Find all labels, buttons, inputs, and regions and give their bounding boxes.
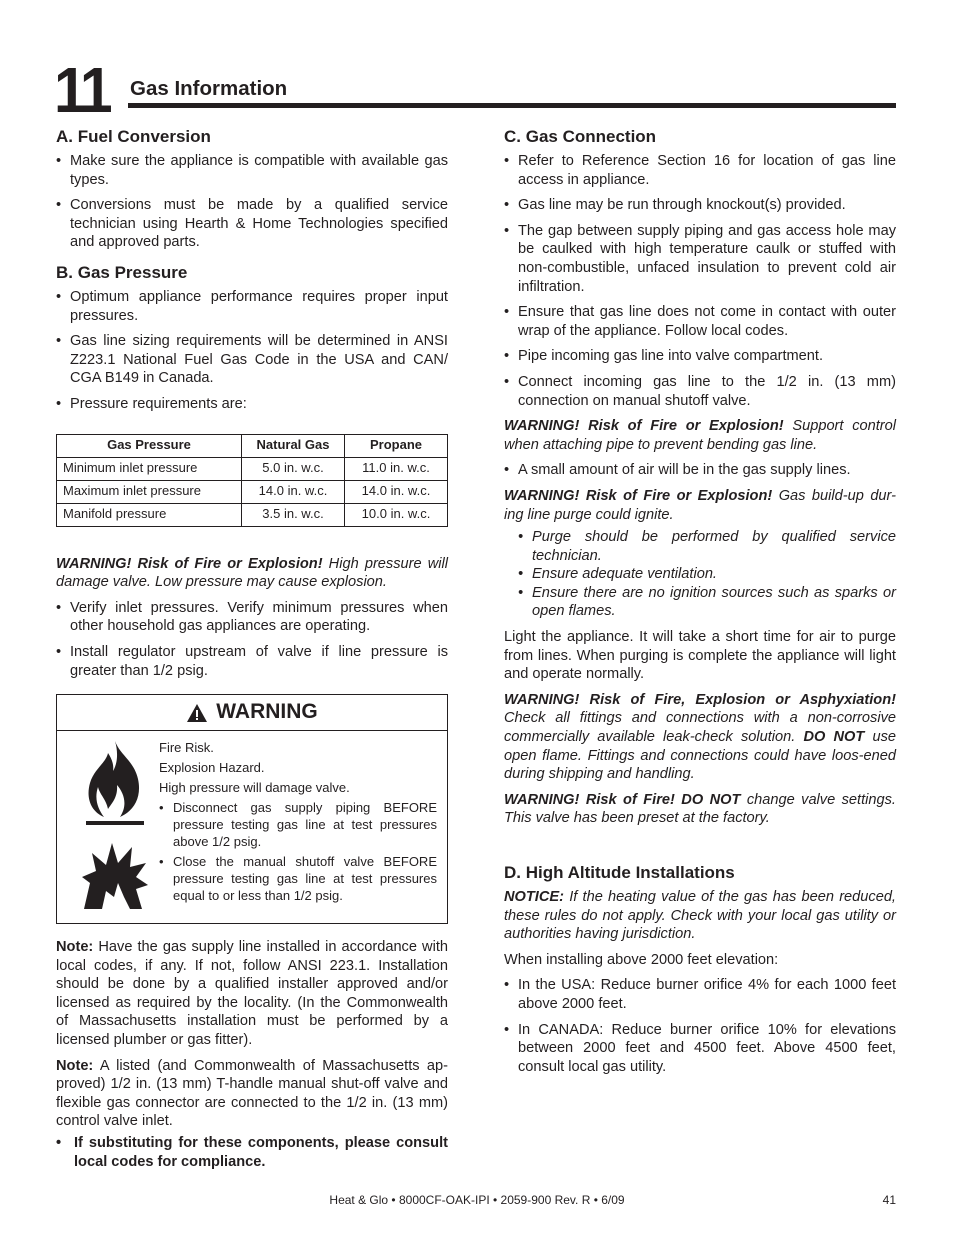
warning-lead: WARNING! Risk of Fire! DO NOT — [504, 791, 741, 808]
warning-icons — [71, 739, 159, 915]
notice-body: If the heating value of the gas has been reduced, these rules do not apply. Check with your local gas utility or authorities having jurisdiction. — [504, 889, 896, 943]
warning-lead: WARNING! Risk of Fire, Explosion or Asphyxiation! — [504, 691, 896, 708]
table-row — [57, 480, 448, 503]
list-item: • Pipe incoming gas line into valve compartment. — [504, 347, 896, 366]
list-item: • Disconnect gas supply piping BEFORE pressure testing gas line at test pressures above 1/2 psig. — [159, 799, 437, 850]
list-item: • Gas line sizing requirements will be determined in ANSI Z223.1 National Fuel Gas Code in the USA and CAN/ CGA B149 in Canada. — [56, 332, 448, 388]
footer-text: Heat & Glo • 8000CF-OAK-IPI • 2059-900 Rev. R • 6/09 — [329, 1193, 625, 1207]
list-item: • Pressure requirements are: — [56, 395, 448, 414]
warning-lead: WARNING! Risk of Fire or Explosion! — [504, 487, 773, 504]
list-item: • Install regulator upstream of valve if line pressure is greater than 1/2 psig. — [56, 643, 448, 680]
note-label: Note: — [56, 1057, 94, 1074]
page-number: 41 — [882, 1193, 896, 1207]
table-header: Propane — [345, 434, 448, 457]
list-item: • Optimum appliance performance requires proper input pressures. — [56, 288, 448, 325]
list-item: • The gap between supply piping and gas access hole may be caulked with high temperature caulk or stuffed with non-combustible, unfaced insulation to prevent cold air infiltration. — [504, 222, 896, 296]
leak-check-warning — [504, 691, 896, 784]
list-item: • Ensure there are no ignition sources such as sparks or open flames. — [518, 584, 896, 621]
section-d-heading: D. High Altitude Installations — [504, 863, 735, 882]
section-a-list — [56, 152, 448, 252]
notice-lead: NOTICE: — [504, 889, 564, 905]
table-cell: Maximum inlet pressure — [57, 480, 242, 503]
table-cell: 5.0 in. w.c. — [242, 457, 345, 480]
section-c-list — [504, 152, 896, 410]
warning-list — [159, 799, 437, 904]
note-text: Have the gas supply line installed in accordance with local codes, if any. If not, follow ANSI 223.1. Installation should be done by a qualified installer approved and/or licensed as required by the locality. (In the Commonwealth of Massachusetts installation must be performed by a licensed plumber or gas fitter). — [56, 939, 448, 1049]
note-text: A listed (and Commonwealth of Massachusetts ap-proved) 1/2 in. (13 mm) T-handle manual shut-off valve and flexible gas connector are connected to the 1/2 in. (13 mm) control valve inlet. — [56, 1057, 448, 1130]
warning-box-body — [57, 731, 447, 923]
notice-text — [504, 888, 896, 944]
warning-text: Support control when attaching pipe to prevent bending gas line. — [504, 418, 897, 453]
table-cell: Minimum inlet pressure — [57, 457, 242, 480]
list-item: • Refer to Reference Section 16 for location of gas line access in appliance. — [504, 152, 896, 189]
warning-text: High pressure will damage valve. Low pressure may cause explosion. — [56, 555, 448, 591]
purge-warning — [504, 487, 896, 524]
purge-list — [504, 528, 896, 621]
warning-emphasis: DO NOT — [803, 729, 865, 746]
pressure-warning — [56, 555, 448, 592]
warning-box — [56, 694, 448, 924]
air-list — [504, 461, 896, 480]
warning-line: High pressure will damage valve. — [159, 780, 350, 796]
table-cell: 14.0 in. w.c. — [242, 480, 345, 503]
list-item: • A small amount of air will be in the gas supply lines. — [504, 461, 896, 480]
table-header: Natural Gas — [242, 434, 345, 457]
note-2 — [56, 1057, 448, 1131]
list-item: • Make sure the appliance is compatible with available gas types. — [56, 152, 448, 189]
table-cell: Manifold pressure — [57, 503, 242, 526]
list-item: • Gas line may be run through knockout(s) provided. — [504, 196, 896, 215]
light-appliance-text: Light the appliance. It will take a short time for air to purge from lines. When purging is complete the appliance will light and operate normally. — [504, 629, 896, 683]
table-cell: 3.5 in. w.c. — [242, 503, 345, 526]
list-item: • Verify inlet pressures. Verify minimum pressures when other household gas appliances are operating. — [56, 599, 448, 636]
warning-lead: WARNING! Risk of Fire or Explosion! — [504, 418, 784, 435]
title-rule — [128, 103, 896, 108]
table-cell: 14.0 in. w.c. — [345, 480, 448, 503]
list-item: • Purge should be performed by qualified service technician. — [518, 528, 896, 565]
altitude-intro: When installing above 2000 feet elevation: — [504, 951, 779, 968]
section-a-heading: A. Fuel Conversion — [56, 127, 211, 146]
left-column — [56, 126, 448, 1178]
list-item: • Ensure adequate ventilation. — [518, 565, 896, 584]
warning-title: WARNING — [216, 700, 318, 724]
table-row — [57, 457, 448, 480]
warning-text: Check all fittings and connections with a non-corrosive commercially available leak-check solution. — [504, 710, 896, 746]
section-b-list — [56, 288, 448, 414]
table-header: Gas Pressure — [57, 434, 242, 457]
warning-line: Fire Risk. — [159, 740, 214, 756]
warning-line: Explosion Hazard. — [159, 760, 265, 776]
list-item: • Connect incoming gas line to the 1/2 in. (13 mm) connection on manual shutoff valve. — [504, 373, 896, 410]
warning-text: use open flame. Fittings and connections could have loos-ened during shipping and handling. — [504, 729, 896, 783]
page-title: Gas Information — [130, 77, 288, 100]
table-header-row — [57, 434, 448, 457]
section-b-heading: B. Gas Pressure — [56, 262, 188, 282]
warning-text-block — [159, 739, 437, 915]
list-item: • Conversions must be made by a qualified service technician using Hearth & Home Technologies specified and approved parts. — [56, 196, 448, 252]
fire-icon — [84, 739, 146, 831]
warning-text: Gas build-up dur-ing line purge could ignite. — [504, 487, 897, 523]
section-d-list — [504, 976, 896, 1076]
gas-pressure-table — [56, 434, 448, 527]
table-cell: 11.0 in. w.c. — [345, 457, 448, 480]
section-b-list-2 — [56, 599, 448, 680]
support-warning — [504, 417, 896, 454]
note-1 — [56, 938, 448, 1050]
list-item: • In CANADA: Reduce burner orifice 10% for elevations between 2000 feet and 4500 feet. Above 4500 feet, consult local gas utility. — [504, 1021, 896, 1077]
section-c-heading: C. Gas Connection — [504, 127, 657, 146]
warning-lead: WARNING! Risk of Fire or Explosion! — [56, 555, 323, 572]
valve-warning — [504, 791, 896, 828]
list-item: • If substituting for these components, please consult local codes for compliance. — [56, 1134, 448, 1171]
list-item: • Ensure that gas line does not come in contact with outer wrap of the appliance. Follow local codes. — [504, 303, 896, 340]
explosion-icon — [80, 837, 150, 915]
table-row — [57, 503, 448, 526]
chapter-number: 11 — [54, 54, 109, 126]
list-item: • In the USA: Reduce burner orifice 4% for each 1000 feet above 2000 feet. — [504, 976, 896, 1013]
right-column — [504, 126, 896, 1083]
warning-triangle-icon — [186, 703, 208, 723]
list-item: • Close the manual shutoff valve BEFORE pressure testing gas line at test pressures equal to or less than 1/2 psig. — [159, 853, 437, 904]
warning-text: change valve settings. This valve has been preset at the factory. — [504, 791, 896, 827]
table-cell: 10.0 in. w.c. — [345, 503, 448, 526]
note-label: Note: — [56, 939, 94, 956]
note-list — [56, 1134, 448, 1171]
warning-box-header — [57, 695, 447, 731]
